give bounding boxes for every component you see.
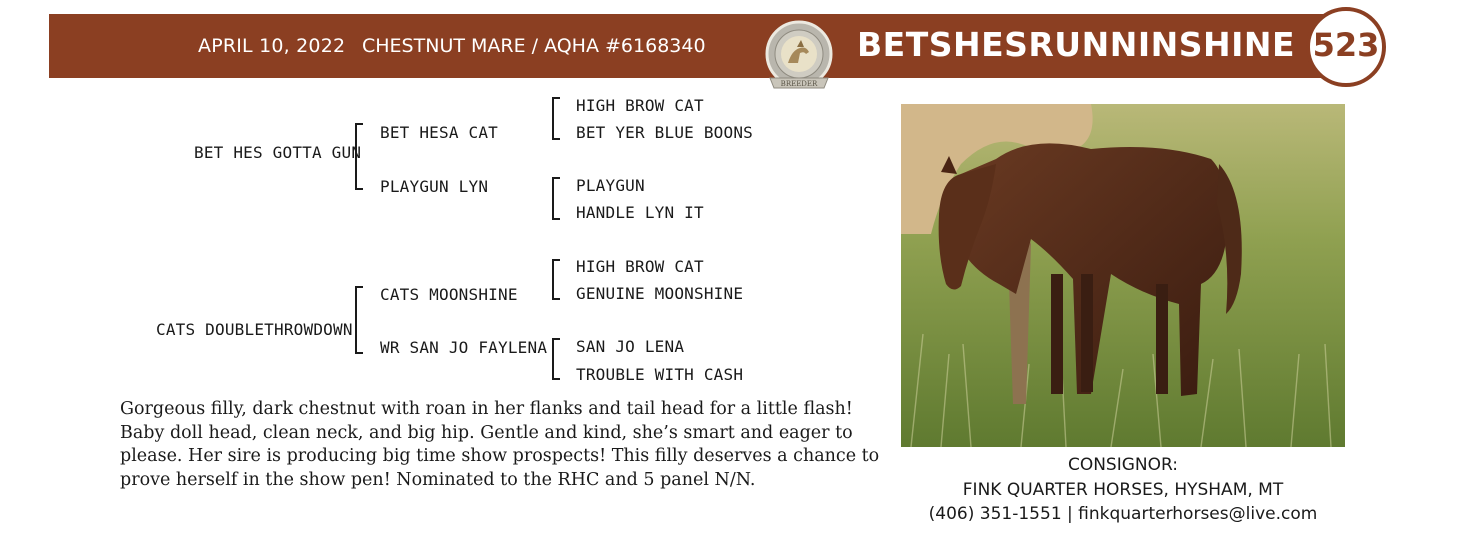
pedigree-dam: CATS DOUBLETHROWDOWN xyxy=(156,320,353,339)
horse-description-line: CHESTNUT MARE / AQHA #6168340 xyxy=(362,35,706,57)
pedigree-sire-dam-dam: HANDLE LYN IT xyxy=(576,203,704,222)
pedigree-sire-dam-sire: PLAYGUN xyxy=(576,176,645,195)
horse-name: BETSHESRUNNINSHINE xyxy=(857,25,1296,64)
pedigree-dam-sire-sire: HIGH BROW CAT xyxy=(576,257,704,276)
consignor-label: CONSIGNOR: xyxy=(1067,455,1179,475)
svg-text:BREEDER: BREEDER xyxy=(780,80,818,88)
sale-date: APRIL 10, 2022 xyxy=(198,35,346,57)
horse-photo xyxy=(901,104,1345,447)
pedigree-bracket xyxy=(552,259,560,300)
pedigree-sire-sire-sire: HIGH BROW CAT xyxy=(576,96,704,115)
pedigree-dam-sire-dam: GENUINE MOONSHINE xyxy=(576,284,744,303)
pedigree-sire-sire: BET HESA CAT xyxy=(380,123,498,142)
pedigree-sire-dam: PLAYGUN LYN xyxy=(380,177,489,196)
pedigree-bracket xyxy=(355,286,363,354)
pedigree-dam-dam-dam: TROUBLE WITH CASH xyxy=(576,365,744,384)
pedigree-bracket xyxy=(355,123,363,190)
pedigree-dam-dam: WR SAN JO FAYLENA xyxy=(380,338,548,357)
horse-description: Gorgeous filly, dark chestnut with roan in her flanks and tail head for a little flash! Baby doll head, clean neck, and big hip. Gentle and kind, she’s smart and eager to please. Her sire is producing big time show prospects! This filly deserves a chance to prove herself in the show pen! Nominated to the RHC and 5 panel N/N. xyxy=(120,399,880,490)
pedigree-dam-dam-sire: SAN JO LENA xyxy=(576,337,685,356)
pedigree-bracket xyxy=(552,338,560,380)
lot-number: 523 xyxy=(1312,26,1380,64)
consignor-contact: (406) 351-1551 | finkquarterhorses@live.com xyxy=(928,504,1318,524)
pedigree-sire-sire-dam: BET YER BLUE BOONS xyxy=(576,123,753,142)
pedigree-dam-sire: CATS MOONSHINE xyxy=(380,285,518,304)
pedigree-bracket xyxy=(552,177,560,220)
breeder-seal-icon xyxy=(762,20,836,96)
pedigree-sire: BET HES GOTTA GUN xyxy=(194,143,362,162)
consignor-name: FINK QUARTER HORSES, HYSHAM, MT xyxy=(962,480,1284,500)
pedigree-bracket xyxy=(552,97,560,140)
